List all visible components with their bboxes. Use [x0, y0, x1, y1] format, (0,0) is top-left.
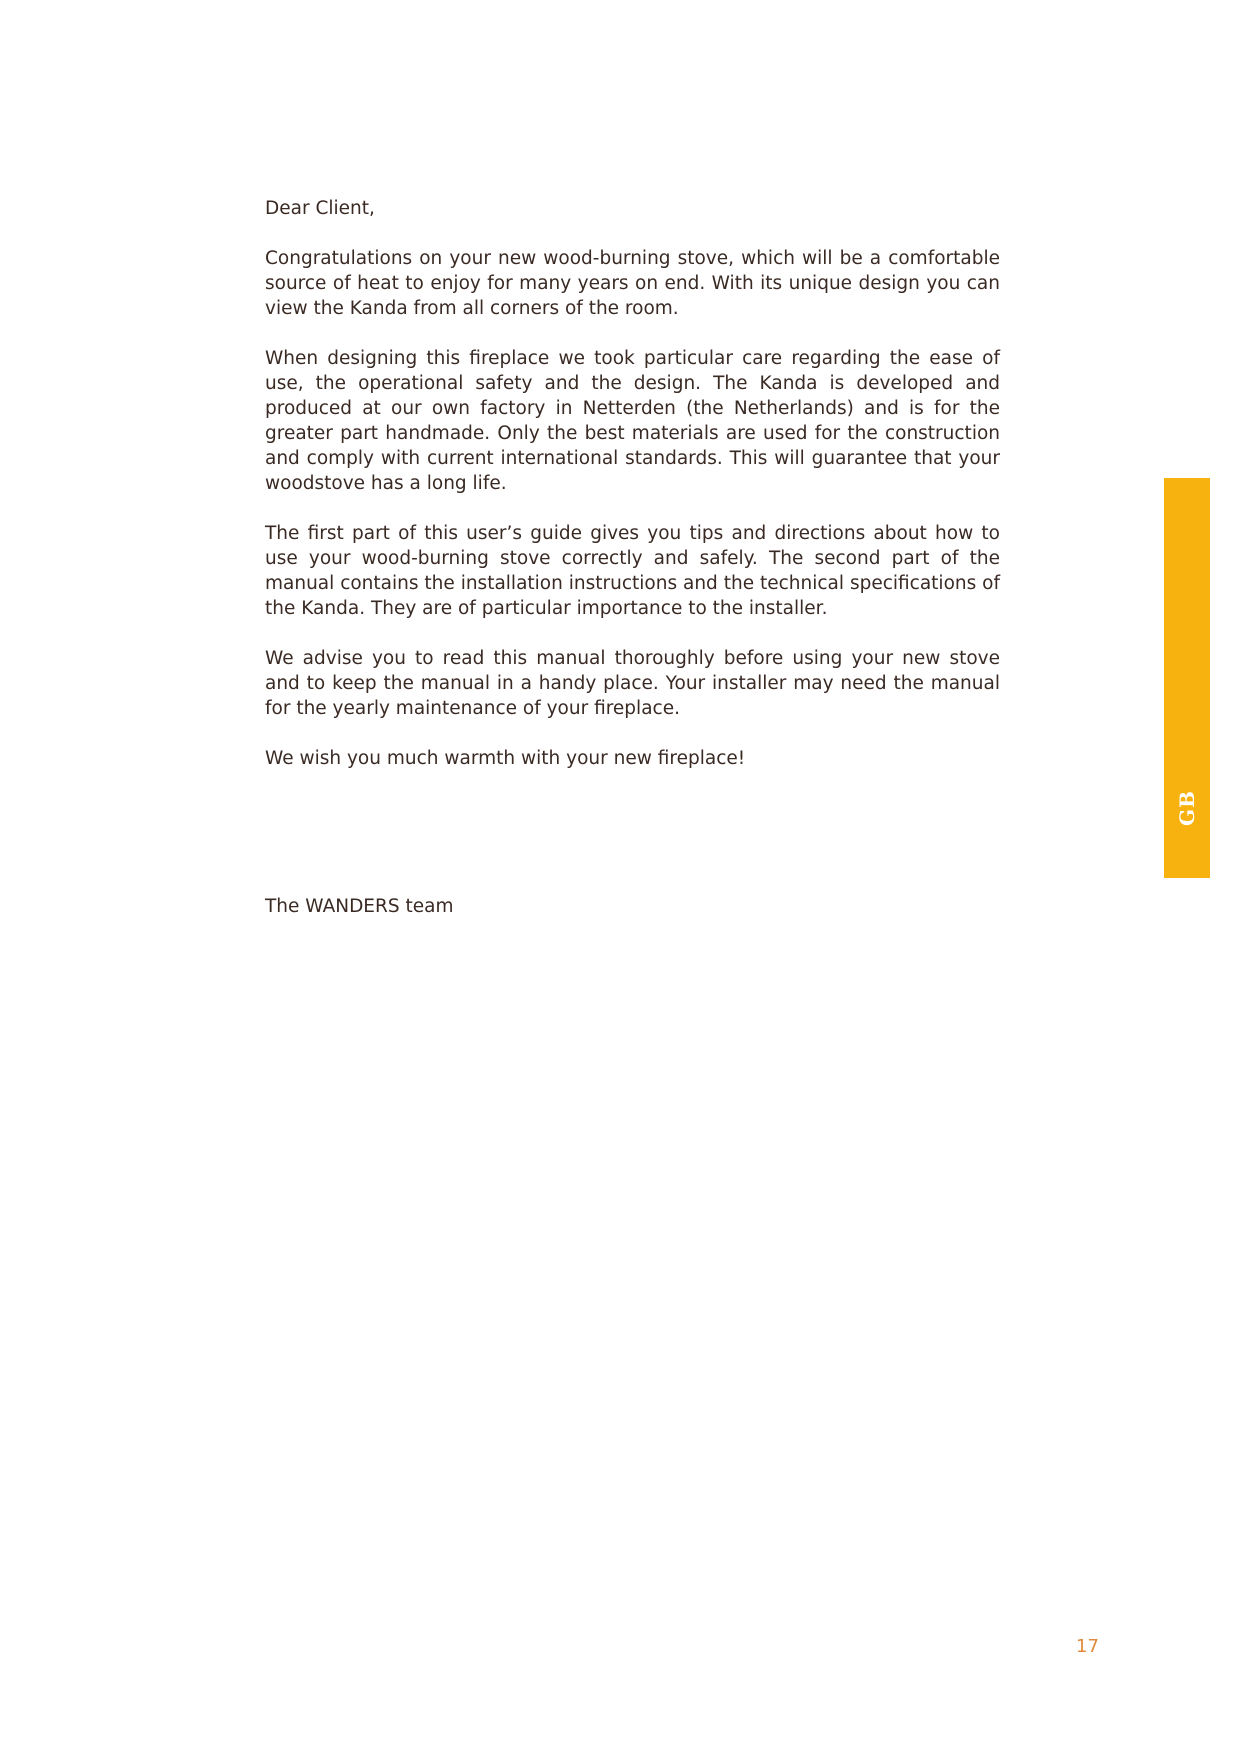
paragraph-advice: We advise you to read this manual thoroughly before using your new stove and to keep the manual in a handy place. Your installer may need the manual for the yearly maintenance of your fireplace. — [265, 648, 1000, 719]
language-tab — [1164, 478, 1210, 878]
closing-line: We wish you much warmth with your new fireplace! — [265, 748, 746, 769]
letter-body — [265, 196, 1000, 944]
paragraph-design: When designing this fireplace we took particular care regarding the ease of use, the operational safety and the design. The Kanda is developed and produced at our own factory in Netterden (the Netherlands) and is for the greater part handmade. Only the best materials are used for the construction and comply with current international standards. This will guarantee that your woodstove has a long life. — [265, 348, 1000, 494]
signature: The WANDERS team — [265, 896, 454, 917]
salutation: Dear Client, — [265, 198, 375, 219]
paragraph-intro: Congratulations on your new wood-burning stove, which will be a comfortable source of heat to enjoy for many years on end. With its unique design you can view the Kanda from all corners of the room. — [265, 248, 1000, 319]
paragraph-guide: The first part of this user’s guide gives you tips and directions about how to use your wood-burning stove correctly and safely. The second part of the manual contains the installation instructions and the technical specifications of the Kanda. They are of particular importance to the installer. — [265, 523, 1000, 619]
language-tab-label: GB — [1175, 790, 1199, 826]
page-number: 17 — [1076, 1636, 1099, 1657]
